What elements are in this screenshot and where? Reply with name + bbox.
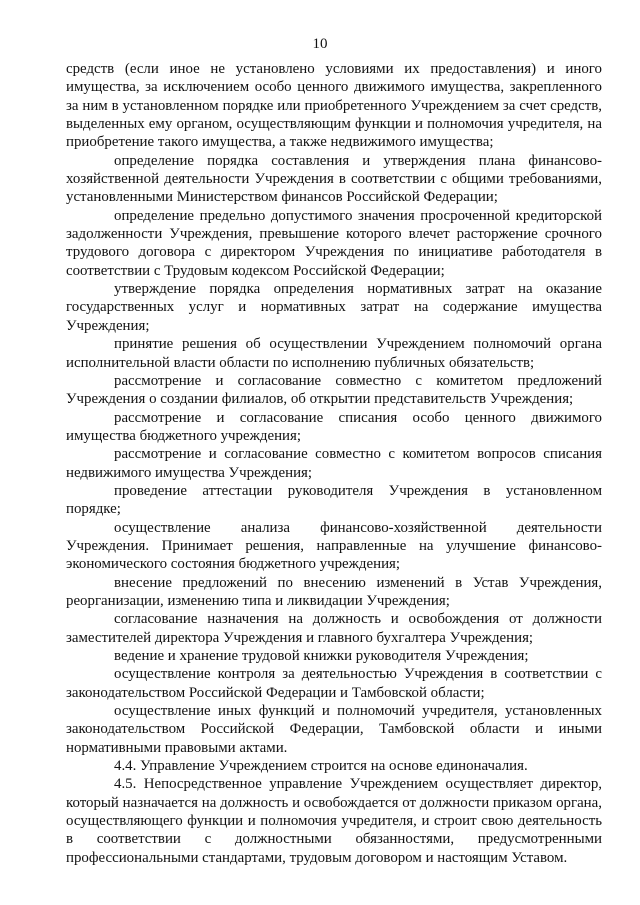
paragraph-other-functions: осуществление иных функций и полномочий учредителя, установленных законодательством Российской Федерации, Тамбовской области и иными нормативными правовыми актами. — [66, 703, 602, 756]
page-number: 10 — [312, 36, 328, 52]
paragraph-analysis-continued: Учреждения. Принимает решения, направленные на улучшение финансово-экономического состояния бюджетного учреждения; — [66, 537, 602, 573]
paragraph-immovable-writeoff: рассмотрение и согласование совместно с комитетом вопросов списания недвижимого имущества Учреждения; — [66, 446, 602, 481]
paragraph-section-4-5: 4.5. Непосредственное управление Учреждением осуществляет директор, который назначается на должность и освобождается от должности приказом органа, осуществляющего функции и полномочия учредителя, и строит свою деятельность в соответствии с должностными обязанностями, предусмотренными профессиональными стандартами, трудовым договором и настоящим Уставом. — [66, 776, 602, 866]
paragraph-branches: рассмотрение и согласование совместно с комитетом предложений Учреждения о создании филиалов, об открытии представительств Учреждения; — [66, 372, 602, 408]
paragraph-control: осуществление контроля за деятельностью Учреждения в соответствии с законодательством Российской Федерации и Тамбовской области; — [66, 666, 602, 701]
paragraph-overdue-debt: определение предельно допустимого значения просроченной кредиторской задолженности Учреждения, превышение которого влечет расторжение срочного трудового договора с директором Учреждения по инициативе работодателя в соответствии с Трудовым кодексом Российской Федерации; — [66, 207, 602, 279]
paragraph-charter-changes: внесение предложений по внесению изменений в Устав Учреждения, реорганизации, изменению типа и ликвидации Учреждения; — [66, 574, 602, 609]
paragraph-certification: проведение аттестации руководителя Учреждения в установленном порядке; — [66, 482, 602, 518]
paragraph-movable-writeoff: рассмотрение и согласование списания особо ценного движимого имущества бюджетного учреждения; — [66, 409, 602, 444]
document-body — [66, 60, 602, 867]
paragraph-property-funds: средств (если иное не установлено условиями их предоставления) и иного имущества, за исключением особо ценного движимого имущества, закрепленного за ним в установленном порядке или приобретенного Учреждением за счет средств, выделенных ему органом, осуществляющим функции и полномочия учредителя, на приобретение такого имущества, а также недвижимого имущества; — [66, 61, 602, 151]
paragraph-public-obligations: принятие решения об осуществлении Учреждением полномочий органа исполнительной власти области по исполнению публичных обязательств; — [66, 336, 602, 371]
paragraph-section-4-4: 4.4. Управление Учреждением строится на основе единоначалия. — [114, 758, 528, 775]
paragraph-analysis-line: осуществление анализа финансово-хозяйственной деятельности — [114, 519, 602, 536]
paragraph-deputies-appointment: согласование назначения на должность и освобождения от должности заместителей директора Учреждения и главного бухгалтера Учреждения; — [66, 611, 602, 646]
paragraph-plan-procedure: определение порядка составления и утверждения плана финансово-хозяйственной деятельности Учреждения в соответствии с общими требованиями, установленными Министерством финансов Российской Федерации; — [66, 152, 602, 206]
paragraph-normative-costs: утверждение порядка определения нормативных затрат на оказание государственных услуг и нормативных затрат на содержание имущества Учреждения; — [66, 281, 602, 334]
paragraph-work-book: ведение и хранение трудовой книжки руководителя Учреждения; — [114, 648, 529, 664]
